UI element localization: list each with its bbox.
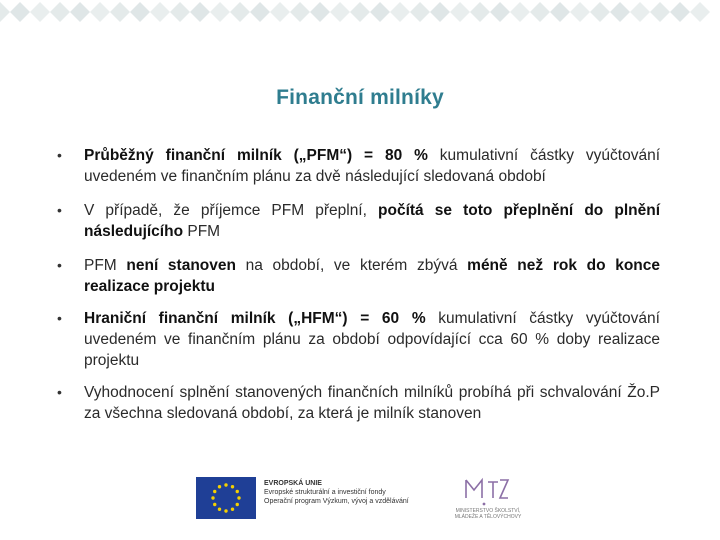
pattern-tile (290, 2, 310, 22)
eu-star (231, 485, 234, 488)
eu-star (211, 496, 214, 499)
pattern-tile (130, 2, 150, 22)
hfm-definition: Hraniční finanční milník („HFM“) = 60 % (84, 310, 426, 327)
pattern-tile (170, 2, 190, 22)
pattern-tile (610, 2, 630, 22)
pattern-tile (310, 2, 330, 22)
eu-star (213, 503, 216, 506)
eu-star (224, 483, 227, 486)
pattern-tile (690, 2, 710, 22)
eu-funds: Evropské strukturální a investiční fondy (264, 489, 386, 496)
pattern-tile (450, 2, 470, 22)
pattern-tile (410, 2, 430, 22)
pattern-tile (550, 2, 570, 22)
pattern-tile (650, 2, 670, 22)
pattern-tile (30, 2, 50, 22)
bullet-not-set (0, 255, 720, 297)
evaluation-text: Vyhodnocení splnění stanovených finančních milníků probíhá při schvalování Žo.P za všechna sledovaná období, za která je milník stanoven (84, 384, 660, 422)
pattern-tile (270, 2, 290, 22)
eu-star (236, 490, 239, 493)
bullet-dot: • (57, 202, 62, 218)
pattern-tile (670, 2, 690, 22)
pattern-tile (70, 2, 90, 22)
pattern-tile (510, 2, 530, 22)
not-set-emphasis-1: není stanoven (126, 257, 236, 274)
pattern-tile (190, 2, 210, 22)
not-set-emphasis-2: méně než rok do konce realizace projektu (84, 257, 660, 295)
pattern-tile (370, 2, 390, 22)
slide-title: Finanční milníky (276, 86, 444, 109)
pattern-tile (0, 2, 10, 22)
eu-logo-text (264, 479, 409, 506)
overflow-text-1: V případě, že příjemce PFM přeplní, (84, 202, 379, 219)
not-set-text-2: na období, ve kterém zbývá (235, 257, 468, 274)
eu-star (236, 503, 239, 506)
eu-programme: Operační program Výzkum, vývoj a vzdělávání (264, 498, 409, 505)
pattern-tile (350, 2, 370, 22)
pattern-tile (110, 2, 130, 22)
bullet-evaluation (0, 382, 720, 424)
pfm-definition: Průběžný finanční milník („PFM“) = 80 % (84, 147, 428, 164)
eu-name: EVROPSKÁ UNIE (264, 480, 322, 487)
bullet-dot: • (57, 147, 62, 163)
pattern-tile (250, 2, 270, 22)
pattern-tile (210, 2, 230, 22)
pattern-tile (430, 2, 450, 22)
pattern-tile (50, 2, 70, 22)
bullet-hfm (0, 308, 720, 371)
bullet-pfm (0, 145, 720, 187)
decorative-pattern-band (0, 0, 720, 26)
pattern-tile (470, 2, 490, 22)
pattern-tile (490, 2, 510, 22)
bullet-dot: • (57, 384, 62, 400)
pattern-tile (530, 2, 550, 22)
pattern-tile (230, 2, 250, 22)
pfm-description: kumulativní částky vyúčtování uvedeném ve finančním plánu za dvě následující sledovaná období (84, 147, 660, 185)
pattern-tile (150, 2, 170, 22)
bullet-dot: • (57, 310, 62, 326)
not-set-text-1: PFM (84, 257, 127, 274)
pattern-tile (390, 2, 410, 22)
bullet-dot: • (57, 257, 62, 273)
eu-star (231, 508, 234, 511)
footer-logos (196, 474, 536, 524)
pattern-tile (570, 2, 590, 22)
eu-flag-icon (196, 477, 256, 519)
bullet-overflow (0, 200, 720, 242)
overflow-text-2: PFM (183, 223, 221, 240)
eu-star (213, 490, 216, 493)
eu-star (237, 496, 240, 499)
pattern-tile (630, 2, 650, 22)
pattern-tile (90, 2, 110, 22)
eu-star (224, 509, 227, 512)
hfm-description: kumulativní částky vyúčtování uvedeném ve finančním plánu za období odpovídající cca 60 % doby realizace projektu (84, 310, 660, 369)
pattern-tile (330, 2, 350, 22)
overflow-emphasis: počítá se toto přeplnění do plnění následujícího (84, 202, 660, 240)
pattern-tile (10, 2, 30, 22)
eu-star (218, 508, 221, 511)
msmt-logo-text: MINISTERSTVO ŠKOLSTVÍ, MLÁDEŽE A TĚLOVÝCHOVY (454, 508, 522, 520)
pattern-tile (590, 2, 610, 22)
eu-star (218, 485, 221, 488)
